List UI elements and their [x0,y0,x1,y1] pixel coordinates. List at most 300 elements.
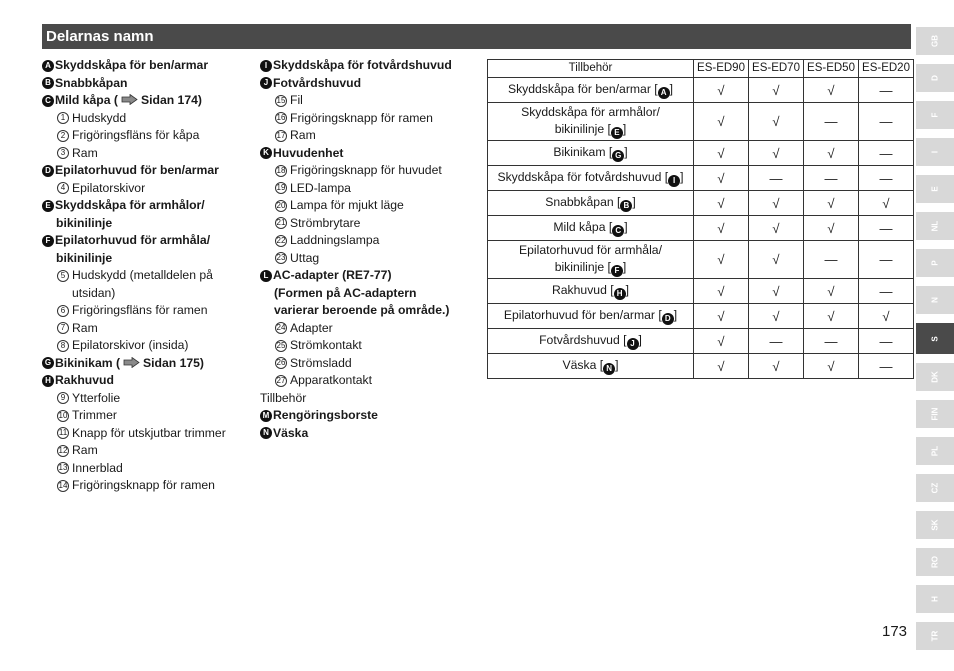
table-header-model: ES-ED20 [859,60,914,78]
table-cell-mark: — [859,216,914,241]
list-item [260,372,482,390]
table-cell-mark: √ [749,279,804,304]
table-cell-label [488,191,694,216]
item-label [290,180,351,198]
item-text: Rakhuvud [55,373,114,387]
table-row [488,304,914,329]
language-tab-tr[interactable] [916,622,954,650]
row-label: bikinilinje [ [554,122,611,136]
item-text: Strömbrytare [290,215,361,230]
list-item [42,75,252,93]
language-tab-label: RO [930,556,940,568]
number-circle-icon: 26 [276,358,286,367]
number-circle-icon: 9 [57,392,69,404]
number-circle-icon: 15 [276,95,286,105]
language-tab-gb[interactable] [916,27,954,55]
list-item-continuation [42,285,252,303]
list-item [260,425,482,443]
language-tab-label: E [930,186,940,192]
letter-badge-icon: E [611,127,623,139]
table-row [488,191,914,216]
item-label [290,127,316,145]
language-tab-ro[interactable] [916,548,954,576]
item-text: Frigöringsknapp för ramen [72,478,215,492]
item-text: AC-adapter (RE7-77) [273,268,392,282]
language-tab-pl[interactable] [916,437,954,465]
item-text: Strömsladd [290,355,352,370]
item-label [72,320,98,338]
row-label: Snabbkåpan [ [545,195,621,209]
letter-badge-icon: I [260,60,272,72]
language-tab-h[interactable] [916,585,954,613]
list-item [260,320,482,338]
item-label [290,197,404,215]
language-tab-e[interactable] [916,175,954,203]
language-tab-fin[interactable] [916,400,954,428]
letter-badge-icon: B [42,77,54,89]
language-tab-dk[interactable] [916,363,954,391]
number-circle-icon: 3 [57,147,69,159]
item-label [273,267,392,285]
parts-list-middle [260,57,482,442]
item-label [72,442,98,460]
item-text: Snabbkåpan [55,75,128,90]
table-cell-mark: √ [694,103,749,141]
number-circle-icon: 18 [276,165,286,175]
language-tab-label: F [930,112,940,118]
letter-badge-icon: L [260,270,272,282]
list-item [260,110,482,128]
item-label [72,267,213,285]
item-text: Ram [290,128,316,142]
row-label: bikinilinje [ [554,260,611,274]
row-label-bracket: ] [622,122,627,136]
language-tab-label: GB [930,35,940,47]
language-tab-label: PL [930,445,940,457]
language-tab-label: FIN [930,407,940,421]
language-tab-cz[interactable] [916,474,954,502]
letter-badge-icon: J [260,77,272,89]
row-label: Skyddskåpa för armhålor/ [521,105,660,119]
table-cell-label [488,216,694,241]
letter-badge-icon: C [612,225,624,237]
item-text: Strömkontakt [290,338,362,352]
number-circle-icon: 11 [58,428,68,437]
table-cell-mark: — [859,141,914,166]
letter-badge-icon: K [260,147,272,159]
language-tab-label: N [930,297,940,303]
list-item [260,250,482,268]
number-circle-icon: 25 [276,340,286,350]
list-item [42,302,252,320]
number-circle-icon: 1 [57,112,69,124]
row-label: Skyddskåpa för ben/armar [ [507,82,658,96]
item-text: Trimmer [72,408,117,422]
list-item [42,337,252,355]
item-label [290,372,372,390]
language-tab-i[interactable] [916,138,954,166]
item-label [290,355,352,373]
list-item [260,92,482,110]
table-cell-mark: — [749,166,804,191]
table-row [488,354,914,379]
letter-badge-icon: I [668,175,680,187]
item-text: Fotvårdshuvud [273,75,362,90]
item-label [72,302,207,320]
table-cell-mark: — [804,329,859,354]
item-label [290,232,379,250]
item-text: bikinilinje [56,215,113,230]
item-label [72,127,199,145]
list-item [42,92,252,110]
table-cell-label [488,241,694,279]
list-item [260,145,482,163]
item-label [55,372,114,390]
language-tab-label: TR [930,630,940,642]
table-cell-mark: √ [694,304,749,329]
row-label-bracket: ] [638,333,642,347]
table-cell-mark: √ [804,279,859,304]
table-row [488,103,914,141]
table-cell-label [488,103,694,141]
table-cell-label [488,354,694,379]
list-item [260,57,482,75]
language-tab-label: S [930,335,940,342]
number-circle-icon: 7 [57,322,69,334]
letter-badge-icon: M [260,410,272,422]
list-item [260,390,482,408]
row-label-bracket: ] [625,283,630,297]
language-tab-sk[interactable] [916,511,954,539]
table-body [488,78,914,379]
number-circle-icon: 13 [58,463,68,472]
table-cell-mark: √ [694,78,749,103]
item-text: Hudskydd (metalldelen på [72,268,213,282]
table-cell-label [488,166,694,191]
item-label [55,355,204,373]
table-row [488,141,914,166]
number-circle-icon: 27 [276,375,286,385]
table-header-model: ES-ED50 [804,60,859,78]
language-tab-label: P [930,260,940,266]
item-text: Innerblad [72,460,123,475]
number-circle-icon: 10 [58,410,68,420]
letter-badge-icon: D [42,165,54,177]
list-item [260,197,482,215]
row-label-bracket: ] [622,260,627,274]
number-circle-icon: 8 [57,340,69,352]
table-cell-label [488,304,694,329]
table-cell-label [488,279,694,304]
item-text: Lampa för mjukt läge [290,198,404,212]
item-label [290,110,433,128]
table-row [488,166,914,191]
arrow-right-icon [123,356,140,367]
letter-badge-icon: F [611,265,623,277]
language-tab-label: SK [930,519,940,531]
item-label [55,92,202,110]
item-label [273,407,378,425]
item-text: LED-lampa [290,180,351,195]
table-row [488,216,914,241]
letter-badge-icon: C [42,95,54,107]
row-label-bracket: ] [680,170,684,184]
row-label-bracket: ] [624,145,628,159]
item-label [72,145,98,163]
table-cell-mark: √ [749,78,804,103]
number-circle-icon: 22 [276,235,286,245]
letter-badge-icon: F [42,235,54,247]
number-circle-icon: 16 [276,113,286,122]
item-label [273,75,361,93]
item-text: Sidan 174) [140,93,202,107]
section-title: Delarnas namn [42,24,911,49]
table-cell-mark: — [859,279,914,304]
table-row [488,329,914,354]
list-item [42,460,252,478]
item-text: Uttag [290,250,320,265]
list-item-continuation [42,250,252,268]
number-circle-icon: 6 [57,305,69,317]
item-text: Laddningslampa [290,233,380,247]
language-tab-s[interactable] [916,323,954,354]
item-text: bikinilinje [56,250,113,265]
row-label: Mild kåpa [ [553,220,613,234]
item-text: varierar beroende på område.) [274,303,450,317]
list-item [260,337,482,355]
language-tab-p[interactable] [916,249,954,277]
accessories-table [487,59,914,379]
language-tab-label: CZ [930,482,940,494]
table-cell-mark: — [749,329,804,354]
table-cell-mark: — [859,354,914,379]
list-item [42,390,252,408]
table-cell-mark: — [804,103,859,141]
parts-list-left [42,57,252,495]
item-text: Frigöringsknapp för ramen [290,110,433,125]
item-text: Adapter [290,320,333,335]
table-cell-mark: √ [749,354,804,379]
table-cell-mark: √ [694,216,749,241]
table-cell-mark: — [859,78,914,103]
list-item [42,197,252,215]
letter-badge-icon: G [612,150,624,162]
number-circle-icon: 12 [58,445,68,455]
item-text: Frigöringsfläns för kåpa [72,128,200,142]
language-tab-n[interactable] [916,286,954,314]
item-label [290,320,333,338]
language-tab-label: NL [930,220,940,232]
item-text: Epilatorskivor (insida) [72,338,189,352]
letter-badge-icon: H [614,288,626,300]
item-text: (Formen på AC-adaptern [274,285,417,300]
language-tabs [916,27,954,659]
item-label [55,162,219,180]
arrow-right-icon [121,93,138,104]
row-label: Fotvårdshuvud [ [539,333,627,347]
item-text: Epilatorhuvud för ben/armar [55,163,219,177]
item-label [273,425,308,443]
row-label-bracket: ] [673,308,678,322]
list-item [42,372,252,390]
table-cell-mark: √ [694,354,749,379]
item-text: Sidan 175) [143,355,204,370]
table-header-label: Tillbehör [488,60,694,78]
list-item [42,442,252,460]
item-text: Rengöringsborste [273,408,378,422]
table-cell-mark: √ [694,279,749,304]
list-item [260,355,482,373]
item-text: Hudskydd [72,110,127,125]
table-cell-mark: — [859,329,914,354]
item-text: Frigöringsfläns för ramen [72,303,208,317]
list-item [42,355,252,373]
item-label [290,162,442,180]
list-item [42,110,252,128]
number-circle-icon: 17 [276,130,286,140]
language-tab-label: D [930,75,940,81]
list-item [42,232,252,250]
letter-badge-icon: N [603,363,615,375]
language-tab-label: H [930,596,940,602]
item-text: Frigöringsknapp för huvudet [290,163,442,177]
language-tab-f[interactable] [916,101,954,129]
item-text: Knapp för utskjutbar trimmer [72,425,226,440]
list-item-continuation [260,285,482,303]
number-circle-icon: 14 [58,480,68,490]
number-circle-icon: 2 [57,130,69,142]
table-cell-mark: √ [749,216,804,241]
list-item [42,425,252,443]
table-cell-mark: √ [804,191,859,216]
row-label: Epilatorhuvud för ben/armar [ [503,308,662,322]
number-circle-icon: 20 [276,200,286,210]
letter-badge-icon: N [260,427,272,439]
item-label [55,75,127,93]
table-cell-mark: √ [749,304,804,329]
letter-badge-icon: B [620,200,632,212]
item-label [72,390,120,408]
letter-badge-icon: J [627,338,639,350]
item-text: Fil [290,93,303,107]
table-cell-mark: — [859,166,914,191]
list-item [42,57,252,75]
table-header-model: ES-ED90 [694,60,749,78]
table-header-row [488,60,914,78]
table-cell-mark: √ [804,141,859,166]
letter-badge-icon: G [42,357,54,369]
item-text: Epilatorskivor [72,180,146,195]
number-circle-icon: 24 [276,323,286,332]
item-label [55,57,208,75]
item-text: Ram [72,320,98,335]
table-cell-mark: √ [694,166,749,191]
table-cell-mark: √ [694,241,749,279]
item-label [72,425,226,443]
table-cell-mark: √ [749,241,804,279]
list-item [260,75,482,93]
item-text: Huvudenhet [273,145,344,160]
item-label [273,145,343,163]
row-label-bracket: ] [632,195,636,209]
table-cell-mark: √ [804,216,859,241]
list-item [260,215,482,233]
list-item [260,407,482,425]
table-cell-mark: √ [749,103,804,141]
table-cell-mark: √ [694,329,749,354]
letter-badge-icon: E [42,200,54,212]
row-label: Epilatorhuvud för armhåla/ [519,243,662,257]
table-row [488,279,914,304]
number-circle-icon: 23 [276,253,286,262]
item-text: Ram [72,443,98,457]
row-label-bracket: ] [624,220,628,234]
item-label [290,92,303,110]
item-text: Väska [273,425,309,440]
list-item [260,127,482,145]
page-number: 173 [882,623,908,640]
item-label [55,232,210,250]
item-text: Skyddskåpa för fotvårdshuvud [273,58,452,72]
list-item-continuation [260,302,482,320]
item-text: Epilatorhuvud för armhåla/ [55,233,211,247]
language-tab-d[interactable] [916,64,954,92]
item-label [273,57,452,75]
table-cell-label [488,141,694,166]
list-item [260,162,482,180]
table-row [488,78,914,103]
list-item [42,145,252,163]
table-header-model: ES-ED70 [749,60,804,78]
language-tab-label: I [930,150,940,154]
language-tab-nl[interactable] [916,212,954,240]
item-text: utsidan) [72,285,116,300]
list-item [42,407,252,425]
item-text: Tillbehör [260,390,307,405]
language-tab-label: DK [930,371,940,383]
list-item [42,162,252,180]
table-cell-mark: √ [859,191,914,216]
table-cell-mark: √ [749,141,804,166]
table-cell-mark: — [859,103,914,141]
item-label [72,337,189,355]
item-text: Apparatkontakt [290,373,372,387]
list-item [42,180,252,198]
item-label [72,407,117,425]
list-item-continuation [42,215,252,233]
table-cell-mark: √ [749,191,804,216]
number-circle-icon: 21 [276,218,286,227]
list-item [42,127,252,145]
table-cell-mark: √ [804,304,859,329]
table-cell-mark: — [804,241,859,279]
table-cell-label [488,329,694,354]
list-item [260,232,482,250]
list-item [42,267,252,285]
item-text: Bikinikam ( [55,355,121,370]
item-label [55,197,205,215]
item-label [290,215,360,233]
table-cell-mark: √ [694,191,749,216]
number-circle-icon: 19 [276,183,286,192]
letter-badge-icon: H [42,375,54,387]
item-label [72,477,215,495]
table-cell-mark: √ [804,78,859,103]
item-label [290,250,319,268]
row-label: Skyddskåpa för fotvårdshuvud [ [497,170,669,184]
list-item [42,477,252,495]
table-cell-mark: √ [694,141,749,166]
